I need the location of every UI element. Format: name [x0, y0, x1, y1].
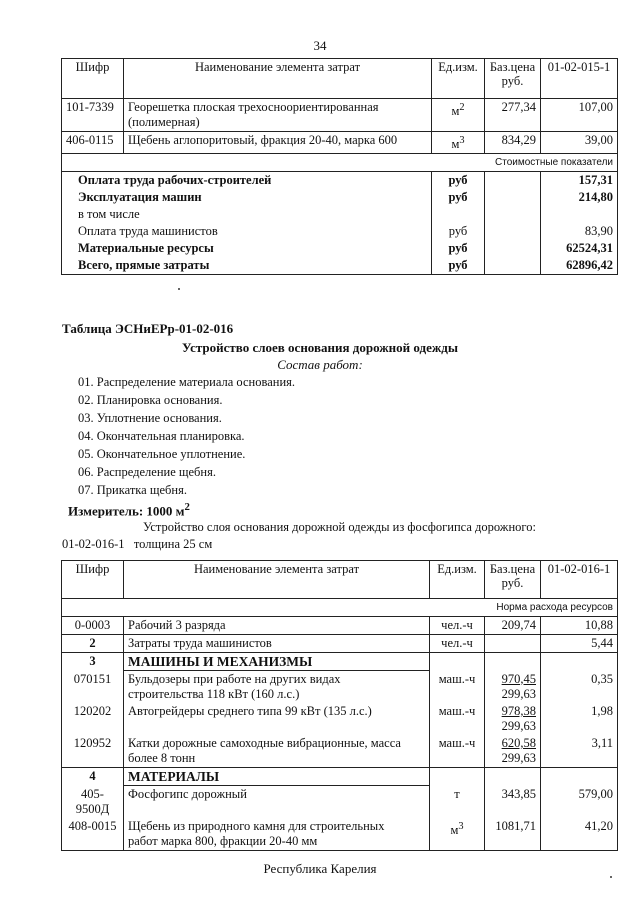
header-code: Шифр: [62, 561, 124, 599]
meter: [68, 501, 190, 519]
row-price-bottom: 299,63: [501, 686, 536, 701]
cost-unit: руб: [432, 189, 485, 206]
table-01-02-016: [61, 560, 618, 851]
section-row: [62, 635, 618, 653]
row-code: 120952: [62, 735, 124, 768]
section-row: [62, 768, 618, 786]
table-header-row: [62, 59, 618, 99]
table-row: [62, 671, 618, 704]
cost-empty: [485, 257, 541, 275]
row-price-top: 620,58: [501, 736, 536, 750]
norm-description-line2: [62, 537, 212, 552]
row-name: Щебень аглопоритовый, фракция 20-40, марка 600: [124, 132, 432, 154]
row-name: Автогрейдеры среднего типа 99 кВт (135 л.с.): [124, 703, 430, 735]
row-code: 0-0003: [62, 617, 124, 635]
cost-row: [62, 189, 618, 206]
cost-unit: [432, 206, 485, 223]
section-code: 3: [62, 653, 124, 671]
cost-empty: [485, 240, 541, 257]
header-name: Наименование элемента затрат: [124, 561, 430, 599]
resource-norm-label: Норма расхода ресурсов: [62, 599, 618, 617]
work-item: 07. Прикатка щебня.: [78, 483, 187, 497]
row-name-line2: (полимерная): [128, 115, 200, 129]
cost-value: 157,31: [541, 172, 618, 190]
row-name: Рабочий 3 разряда: [124, 617, 430, 635]
section-empty: [485, 635, 541, 653]
row-name: [124, 671, 430, 704]
table-row: [62, 735, 618, 768]
table-row: [62, 786, 618, 818]
row-price: [485, 671, 541, 704]
section-row: [62, 653, 618, 671]
cost-row: [62, 223, 618, 240]
section-code: 2: [62, 635, 124, 653]
row-unit: [430, 818, 485, 851]
table-row: [62, 818, 618, 851]
norm-thickness: толщина 25 см: [133, 537, 213, 551]
work-item: 05. Окончательное уплотнение.: [78, 447, 246, 461]
cost-empty: [485, 172, 541, 190]
row-value: 107,00: [541, 99, 618, 132]
header-base-price-line2: руб.: [501, 576, 524, 590]
row-unit-text: м: [451, 137, 460, 152]
row-name-line1: Бульдозеры при работе на других видах: [128, 672, 341, 686]
header-name: Наименование элемента затрат: [124, 59, 432, 99]
row-unit: [432, 99, 485, 132]
section-name: МАТЕРИАЛЫ: [124, 768, 430, 786]
table-row: [62, 703, 618, 735]
row-name: Фосфогипс дорожный: [124, 786, 430, 818]
row-price: 277,34: [485, 99, 541, 132]
cost-empty: [485, 189, 541, 206]
row-price-bottom: 299,63: [501, 751, 536, 765]
row-value: 39,00: [541, 132, 618, 154]
section-empty: [430, 768, 485, 786]
row-name-line2: более 8 тонн: [128, 751, 196, 765]
cost-value: 214,80: [541, 189, 618, 206]
header-base-price: [485, 561, 541, 599]
work-item: 02. Планировка основания.: [78, 393, 223, 407]
scan-speck: [178, 288, 180, 290]
row-code: 405-9500Д: [62, 786, 124, 818]
header-code: Шифр: [62, 59, 124, 99]
work-item: 06. Распределение щебня.: [78, 465, 216, 479]
row-name-line1: Щебень из природного камня для строительных: [128, 818, 385, 833]
row-unit-sup: 2: [459, 102, 465, 113]
cost-unit: руб: [432, 257, 485, 275]
table-title: Таблица ЭСНиЕРр-01-02-016: [62, 321, 234, 336]
cost-name: Всего, прямые затраты: [62, 257, 432, 275]
table-header-row: [62, 561, 618, 599]
row-code: 406-0115: [62, 132, 124, 154]
row-name: [124, 99, 432, 132]
header-norm-code: 01-02-015-1: [541, 59, 618, 99]
header-base-price: [485, 59, 541, 99]
cost-indicators-label: Стоимостные показатели: [62, 154, 618, 172]
norm-code: 01-02-016-1: [62, 537, 125, 551]
footer-region: Республика Карелия: [263, 861, 377, 876]
row-unit-text: м: [451, 104, 460, 119]
cost-value: 62896,42: [541, 257, 618, 275]
header-base-price-line2: руб.: [501, 74, 524, 88]
cost-name: Эксплуатация машин: [62, 189, 432, 206]
cost-empty: [485, 206, 541, 223]
meter-sup: 2: [184, 501, 190, 513]
header-unit: Ед.изм.: [432, 59, 485, 99]
row-code: 101-7339: [62, 99, 124, 132]
cost-row: [62, 240, 618, 257]
section-empty: [485, 653, 541, 671]
table-row: [62, 132, 618, 154]
section-name: Затраты труда машинистов: [124, 635, 430, 653]
cost-row: [62, 206, 618, 223]
row-price-top: 978,38: [501, 704, 536, 718]
table-row: [62, 99, 618, 132]
cost-value: 62524,31: [541, 240, 618, 257]
row-unit: маш.-ч: [430, 671, 485, 704]
section-empty: [541, 768, 618, 786]
cost-indicators-row: [62, 154, 618, 172]
section-unit: чел.-ч: [430, 635, 485, 653]
cost-name: Оплата труда рабочих-строителей: [62, 172, 432, 190]
row-name-line1: Катки дорожные самоходные вибрационные, масса: [128, 736, 401, 750]
row-code: 070151: [62, 671, 124, 704]
section-empty: [485, 768, 541, 786]
row-price: 209,74: [485, 617, 541, 635]
row-name-line2: работ марка 800, фракции 20-40 мм: [128, 833, 318, 848]
resource-norm-row: [62, 599, 618, 617]
row-value: 41,20: [541, 818, 618, 851]
header-base-price-line1: Баз.цена: [489, 60, 536, 74]
norm-description: Устройство слоя основания дорожной одежды из фосфогипса дорожного:: [143, 520, 536, 534]
cost-name: в том числе: [62, 206, 432, 223]
row-price: [485, 703, 541, 735]
work-item: 04. Окончательная планировка.: [78, 429, 245, 443]
row-value: 3,11: [541, 735, 618, 768]
row-name-line2: строительства 118 кВт (160 л.с.): [128, 687, 300, 701]
row-value: 1,98: [541, 703, 618, 735]
cost-unit: руб: [432, 223, 485, 240]
cost-name: Оплата труда машинистов: [62, 223, 432, 240]
row-code: 120202: [62, 703, 124, 735]
section-name: МАШИНЫ И МЕХАНИЗМЫ: [124, 653, 430, 671]
row-code: 408-0015: [62, 818, 124, 851]
row-unit-sup: 3: [459, 135, 465, 146]
cost-name: Материальные ресурсы: [62, 240, 432, 257]
header-unit: Ед.изм.: [430, 561, 485, 599]
row-price: 1081,71: [485, 818, 541, 851]
row-unit-sup: 3: [458, 820, 464, 832]
section-empty: [541, 653, 618, 671]
section-empty: [430, 653, 485, 671]
work-item: 01. Распределение материала основания.: [78, 375, 296, 389]
table-01-02-015: [61, 58, 618, 275]
row-value: 579,00: [541, 786, 618, 818]
row-price: [485, 735, 541, 768]
row-price: 834,29: [485, 132, 541, 154]
section-code: 4: [62, 768, 124, 786]
cost-row: [62, 172, 618, 190]
row-price: 343,85: [485, 786, 541, 818]
row-unit: маш.-ч: [430, 735, 485, 768]
row-name-line1: Георешетка плоская трехосноориентированная: [128, 100, 379, 114]
work-item: 03. Уплотнение основания.: [78, 411, 222, 425]
row-price-top: 970,45: [501, 671, 536, 686]
row-name: [124, 818, 430, 851]
table-subtitle: Устройство слоев основания дорожной одежды: [181, 340, 459, 355]
meter-label: Измеритель: 1000 м: [68, 503, 185, 519]
row-unit: [432, 132, 485, 154]
cost-unit: руб: [432, 240, 485, 257]
row-unit-text: м: [450, 822, 459, 837]
row-price-bottom: 299,63: [501, 719, 536, 733]
row-unit: маш.-ч: [430, 703, 485, 735]
row-unit: т: [430, 786, 485, 818]
cost-row: [62, 257, 618, 275]
row-value: 0,35: [541, 671, 618, 704]
cost-unit: руб: [432, 172, 485, 190]
cost-value: 83,90: [541, 223, 618, 240]
row-value: 10,88: [541, 617, 618, 635]
cost-value: [541, 206, 618, 223]
header-base-price-line1: Баз.цена: [489, 562, 536, 576]
header-norm-code: 01-02-016-1: [541, 561, 618, 599]
row-name: [124, 735, 430, 768]
cost-empty: [485, 223, 541, 240]
page-number: 34: [313, 38, 327, 53]
row-unit: чел.-ч: [430, 617, 485, 635]
section-value: 5,44: [541, 635, 618, 653]
table-row: [62, 617, 618, 635]
composition-label: Состав работ:: [277, 357, 363, 372]
